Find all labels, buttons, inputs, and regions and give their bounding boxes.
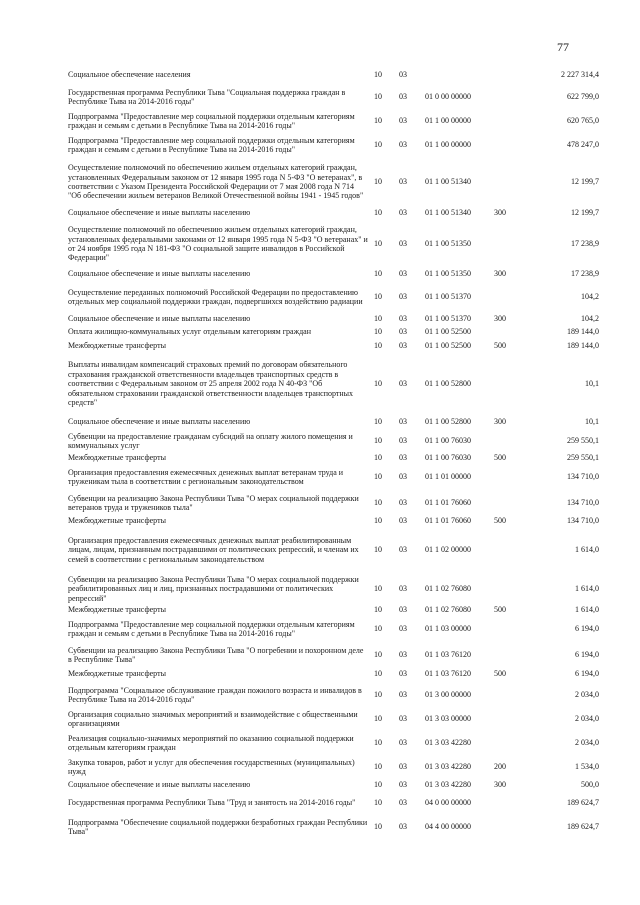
row-target-article: 01 3 03 42280	[425, 738, 471, 748]
row-subsection-code: 03	[399, 669, 407, 679]
table-row	[0, 515, 640, 527]
table-row	[0, 756, 640, 778]
row-name: Закупка товаров, работ и услуг для обеспечения государственных (муниципальных) нужд	[68, 757, 355, 776]
row-subsection-code: 03	[399, 436, 407, 446]
row-section-code: 10	[374, 417, 382, 427]
table-row	[0, 416, 640, 428]
row-expense-type: 300	[494, 208, 506, 218]
row-amount: 104,2	[581, 314, 599, 324]
row-subsection-code: 03	[399, 208, 407, 218]
table-row	[0, 816, 640, 838]
table-row	[0, 340, 640, 352]
row-section-code: 10	[374, 798, 382, 808]
row-subsection-code: 03	[399, 798, 407, 808]
table-row	[0, 668, 640, 680]
row-target-article: 01 0 00 00000	[425, 92, 471, 102]
row-expense-type: 300	[494, 780, 506, 790]
row-amount: 1 614,0	[575, 545, 599, 555]
row-amount: 10,1	[585, 417, 599, 427]
row-amount: 259 550,1	[567, 453, 599, 463]
row-subsection-code: 03	[399, 92, 407, 102]
row-section-code: 10	[374, 327, 382, 337]
row-amount: 478 247,0	[567, 140, 599, 150]
table-row	[0, 110, 640, 132]
row-name: Подпрограмма "Предоставление мер социальной поддержки отдельным категориям граждан и семьям с детьми в Республике Тыва на 2014-2016 годы"	[68, 619, 355, 638]
row-name: Социальное обеспечение и иные выплаты населению	[68, 780, 251, 790]
row-target-article: 04 4 00 00000	[425, 822, 471, 832]
row-target-article: 01 1 00 51340	[425, 208, 471, 218]
row-amount: 134 710,0	[567, 498, 599, 508]
row-subsection-code: 03	[399, 116, 407, 126]
row-amount: 17 238,9	[571, 239, 599, 249]
row-expense-type	[494, 466, 518, 488]
row-amount: 6 194,0	[575, 624, 599, 634]
row-subsection-code: 03	[399, 341, 407, 351]
table-row	[0, 86, 640, 108]
row-subsection-code: 03	[399, 624, 407, 634]
table-row	[0, 618, 640, 640]
row-amount: 189 624,7	[567, 822, 599, 832]
row-name: Социальное обеспечение и иные выплаты населению	[68, 314, 251, 324]
row-amount: 1 614,0	[575, 584, 599, 594]
row-target-article: 01 1 00 76030	[425, 436, 471, 446]
row-expense-type	[494, 684, 518, 706]
table-row	[0, 224, 640, 264]
row-name: Субвенции на предоставление гражданам субсидий на оплату жилого помещения и коммунальных услуг	[68, 431, 353, 450]
row-expense-type: 500	[494, 341, 506, 351]
row-target-article	[425, 69, 483, 81]
row-section-code: 10	[374, 292, 382, 302]
row-expense-type	[494, 618, 518, 640]
row-subsection-code: 03	[399, 239, 407, 249]
row-section-code: 10	[374, 379, 382, 389]
row-name: Осуществление полномочий по обеспечению жильем отдельных категорий граждан, установленных Федеральным законом от 12 января 1995 года N 5-ФЗ "О ветеранах", в соответствии с Указом Президента Российской Федерации от 7 мая 2008 года N 714 "Об обеспечении жильем ветеранов Великой Отечественной войны 1941 - 1945 годов"	[68, 163, 364, 201]
row-subsection-code: 03	[399, 417, 407, 427]
row-expense-type: 200	[494, 762, 506, 772]
page-number: 77	[557, 40, 569, 54]
row-section-code: 10	[374, 341, 382, 351]
row-target-article: 01 1 00 52800	[425, 417, 471, 427]
row-name: Подпрограмма "Предоставление мер социальной поддержки отдельным категориям граждан и семьям с детьми в Республике Тыва на 2014-2016 годы"	[68, 111, 355, 130]
table-row	[0, 268, 640, 280]
row-name: Социальное обеспечение и иные выплаты населению	[68, 208, 251, 218]
row-amount: 17 238,9	[571, 269, 599, 279]
row-section-code: 10	[374, 780, 382, 790]
row-subsection-code: 03	[399, 70, 407, 80]
table-row	[0, 207, 640, 219]
row-name: Реализация социально-значимых мероприятий по оказанию социальной поддержки отдельным категориям граждан	[68, 733, 354, 752]
table-row	[0, 604, 640, 616]
row-target-article: 01 1 03 00000	[425, 624, 471, 634]
table-row	[0, 430, 640, 452]
row-expense-type	[494, 357, 518, 411]
row-expense-type	[494, 492, 518, 514]
row-subsection-code: 03	[399, 498, 407, 508]
row-target-article: 01 1 00 00000	[425, 116, 471, 126]
row-name: Социальное обеспечение и иные выплаты населению	[68, 417, 251, 427]
row-expense-type	[494, 792, 518, 814]
row-section-code: 10	[374, 239, 382, 249]
row-subsection-code: 03	[399, 327, 407, 337]
row-amount: 500,0	[581, 780, 599, 790]
row-amount: 10,1	[585, 379, 599, 389]
row-name: Подпрограмма "Предоставление мер социальной поддержки отдельным категориям граждан и семьям с детьми в Республике Тыва на 2014-2016 годы"	[68, 135, 355, 154]
row-amount: 189 144,0	[567, 327, 599, 337]
row-subsection-code: 03	[399, 584, 407, 594]
row-section-code: 10	[374, 605, 382, 615]
row-target-article: 01 1 00 51350	[425, 269, 471, 279]
row-target-article: 01 3 03 42280	[425, 780, 471, 790]
table-row	[0, 492, 640, 514]
row-amount: 12 199,7	[571, 208, 599, 218]
row-expense-type: 300	[494, 314, 506, 324]
table-row	[0, 466, 640, 488]
row-amount: 2 034,0	[575, 714, 599, 724]
row-name: Межбюджетные трансферты	[68, 516, 166, 526]
row-expense-type	[494, 816, 518, 838]
row-amount: 1 614,0	[575, 605, 599, 615]
table-row	[0, 530, 640, 570]
row-subsection-code: 03	[399, 269, 407, 279]
row-subsection-code: 03	[399, 545, 407, 555]
table-row	[0, 282, 640, 312]
row-target-article: 01 1 01 76060	[425, 498, 471, 508]
row-subsection-code: 03	[399, 453, 407, 463]
row-subsection-code: 03	[399, 472, 407, 482]
row-section-code: 10	[374, 545, 382, 555]
row-section-code: 10	[374, 738, 382, 748]
table-row	[0, 313, 640, 325]
row-name: Осуществление полномочий по обеспечению жильем отдельных категорий граждан, установленных федеральными законами от 12 января 1995 года N 5-ФЗ "О ветеранах" и от 24 ноября 1995 года N 181-ФЗ "О социальной защите инвалидов в Российской Федерации"	[68, 225, 368, 263]
row-target-article: 01 1 02 00000	[425, 545, 471, 555]
row-subsection-code: 03	[399, 714, 407, 724]
row-expense-type	[494, 644, 518, 666]
row-section-code: 10	[374, 70, 382, 80]
row-section-code: 10	[374, 92, 382, 102]
row-expense-type	[494, 224, 518, 264]
row-expense-type	[494, 282, 518, 312]
row-target-article: 01 1 00 52500	[425, 327, 471, 337]
row-name: Выплаты инвалидам компенсаций страховых премий по договорам обязательного страхования гражданской ответственности владельцев транспортных средств в соответствии с Федеральным законом от 25 апреля 2002 года N 40-ФЗ "Об обязательном страховании гражданской ответственности владельцев транспортных средств"	[68, 360, 354, 408]
row-amount: 134 710,0	[567, 516, 599, 526]
row-subsection-code: 03	[399, 379, 407, 389]
row-subsection-code: 03	[399, 140, 407, 150]
row-name: Субвенции на реализацию Закона Республики Тыва "О мерах социальной поддержки ветеранов труда и тружеников тыла"	[68, 493, 359, 512]
row-section-code: 10	[374, 822, 382, 832]
row-name: Подпрограмма "Социальное обслуживание граждан пожилого возраста и инвалидов в Республике Тыва на 2014-2016 годы"	[68, 685, 362, 704]
row-name: Межбюджетные трансферты	[68, 669, 166, 679]
row-subsection-code: 03	[399, 516, 407, 526]
row-subsection-code: 03	[399, 690, 407, 700]
row-expense-type: 500	[494, 516, 506, 526]
row-section-code: 10	[374, 624, 382, 634]
row-section-code: 10	[374, 714, 382, 724]
row-expense-type	[494, 574, 518, 604]
table-row	[0, 732, 640, 754]
row-target-article: 01 1 00 52800	[425, 379, 471, 389]
row-expense-type	[494, 86, 518, 108]
row-target-article: 01 1 01 76060	[425, 516, 471, 526]
row-expense-type: 500	[494, 453, 506, 463]
row-amount: 104,2	[581, 292, 599, 302]
row-section-code: 10	[374, 140, 382, 150]
row-name: Государственная программа Республики Тыва "Труд и занятость на 2014-2016 годы"	[68, 798, 356, 808]
row-name: Организация предоставления ежемесячных денежных выплат ветеранам труда и труженикам тыла в соответствии с региональным законодательством	[68, 467, 344, 486]
row-target-article: 01 1 00 51370	[425, 314, 471, 324]
row-name: Осуществление переданных полномочий Российской Федерации по предоставлению отдельных мер социальной поддержки граждан, подвергшихся воздействию радиации	[68, 287, 363, 306]
row-amount: 259 550,1	[567, 436, 599, 446]
row-section-code: 10	[374, 453, 382, 463]
row-expense-type	[494, 530, 518, 570]
row-expense-type	[494, 158, 518, 206]
table-row	[0, 779, 640, 791]
row-target-article: 01 1 02 76080	[425, 605, 471, 615]
table-row	[0, 684, 640, 706]
row-target-article: 01 3 03 42280	[425, 762, 471, 772]
row-section-code: 10	[374, 208, 382, 218]
row-amount: 2 034,0	[575, 738, 599, 748]
row-section-code: 10	[374, 498, 382, 508]
row-name: Организация предоставления ежемесячных денежных выплат реабилитированным лицам, лицам, признанным пострадавшими от политических репрессий, и членам их семей в соответствии с региональным законодательством	[68, 535, 359, 564]
row-name: Социальное обеспечение населения	[68, 70, 191, 80]
row-section-code: 10	[374, 584, 382, 594]
row-amount: 6 194,0	[575, 669, 599, 679]
row-section-code: 10	[374, 116, 382, 126]
table-row	[0, 452, 640, 464]
row-expense-type: 500	[494, 669, 506, 679]
row-amount: 622 799,0	[567, 92, 599, 102]
table-row	[0, 792, 640, 814]
row-target-article: 01 1 00 52500	[425, 341, 471, 351]
row-subsection-code: 03	[399, 292, 407, 302]
row-expense-type: 300	[494, 269, 506, 279]
row-expense-type	[494, 134, 518, 156]
row-amount: 12 199,7	[571, 177, 599, 187]
row-expense-type	[494, 430, 518, 452]
row-subsection-code: 03	[399, 605, 407, 615]
row-amount: 189 624,7	[567, 798, 599, 808]
row-name: Организация социально значимых мероприятий и взаимодействие с общественными организациями	[68, 709, 358, 728]
row-subsection-code: 03	[399, 177, 407, 187]
row-name: Межбюджетные трансферты	[68, 453, 166, 463]
row-subsection-code: 03	[399, 314, 407, 324]
row-expense-type: 300	[494, 417, 506, 427]
row-subsection-code: 03	[399, 738, 407, 748]
row-expense-type	[494, 69, 518, 81]
table-row	[0, 708, 640, 730]
table-row	[0, 574, 640, 604]
table-row	[0, 134, 640, 156]
table-row	[0, 357, 640, 411]
table-row	[0, 158, 640, 206]
row-target-article: 01 1 03 76120	[425, 650, 471, 660]
row-name: Субвенции на реализацию Закона Республики Тыва "О погребении и похоронном деле в Республике Тыва"	[68, 645, 364, 664]
row-subsection-code: 03	[399, 762, 407, 772]
row-name: Государственная программа Республики Тыва "Социальная поддержка граждан в Республике Тыва на 2014-2016 годы"	[68, 87, 346, 106]
row-section-code: 10	[374, 436, 382, 446]
row-target-article: 01 3 03 00000	[425, 714, 471, 724]
row-target-article: 01 1 00 51340	[425, 177, 471, 187]
row-section-code: 10	[374, 650, 382, 660]
row-name: Субвенции на реализацию Закона Республики Тыва "О мерах социальной поддержки реабилитированных лиц и лиц, признанных пострадавшими от политических репрессий"	[68, 574, 359, 603]
row-section-code: 10	[374, 762, 382, 772]
row-target-article: 04 0 00 00000	[425, 798, 471, 808]
row-subsection-code: 03	[399, 822, 407, 832]
row-target-article: 01 1 02 76080	[425, 584, 471, 594]
row-amount: 2 034,0	[575, 690, 599, 700]
row-name: Межбюджетные трансферты	[68, 605, 166, 615]
row-section-code: 10	[374, 472, 382, 482]
row-amount: 189 144,0	[567, 341, 599, 351]
row-subsection-code: 03	[399, 650, 407, 660]
row-target-article: 01 1 00 51350	[425, 239, 471, 249]
row-section-code: 10	[374, 516, 382, 526]
row-section-code: 10	[374, 314, 382, 324]
row-expense-type	[494, 708, 518, 730]
row-amount: 6 194,0	[575, 650, 599, 660]
row-target-article: 01 3 00 00000	[425, 690, 471, 700]
row-name: Оплата жилищно-коммунальных услуг отдельным категориям граждан	[68, 327, 311, 337]
row-name: Подпрограмма "Обеспечение социальной поддержки безработных граждан Республики Тыва"	[68, 817, 368, 836]
row-target-article: 01 1 03 76120	[425, 669, 471, 679]
row-amount: 620 765,0	[567, 116, 599, 126]
row-amount: 1 534,0	[575, 762, 599, 772]
row-expense-type	[494, 732, 518, 754]
row-section-code: 10	[374, 690, 382, 700]
row-target-article: 01 1 00 76030	[425, 453, 471, 463]
row-subsection-code: 03	[399, 780, 407, 790]
row-amount: 2 227 314,4	[561, 70, 599, 80]
row-expense-type	[494, 326, 518, 338]
row-target-article: 01 1 00 51370	[425, 292, 471, 302]
row-target-article: 01 1 00 00000	[425, 140, 471, 150]
row-section-code: 10	[374, 269, 382, 279]
table-row	[0, 326, 640, 338]
row-amount: 134 710,0	[567, 472, 599, 482]
table-row	[0, 69, 640, 81]
row-expense-type	[494, 110, 518, 132]
row-expense-type: 500	[494, 605, 506, 615]
row-section-code: 10	[374, 177, 382, 187]
table-row	[0, 644, 640, 666]
row-target-article: 01 1 01 00000	[425, 472, 471, 482]
row-name: Социальное обеспечение и иные выплаты населению	[68, 269, 251, 279]
row-name: Межбюджетные трансферты	[68, 341, 166, 351]
row-section-code: 10	[374, 669, 382, 679]
